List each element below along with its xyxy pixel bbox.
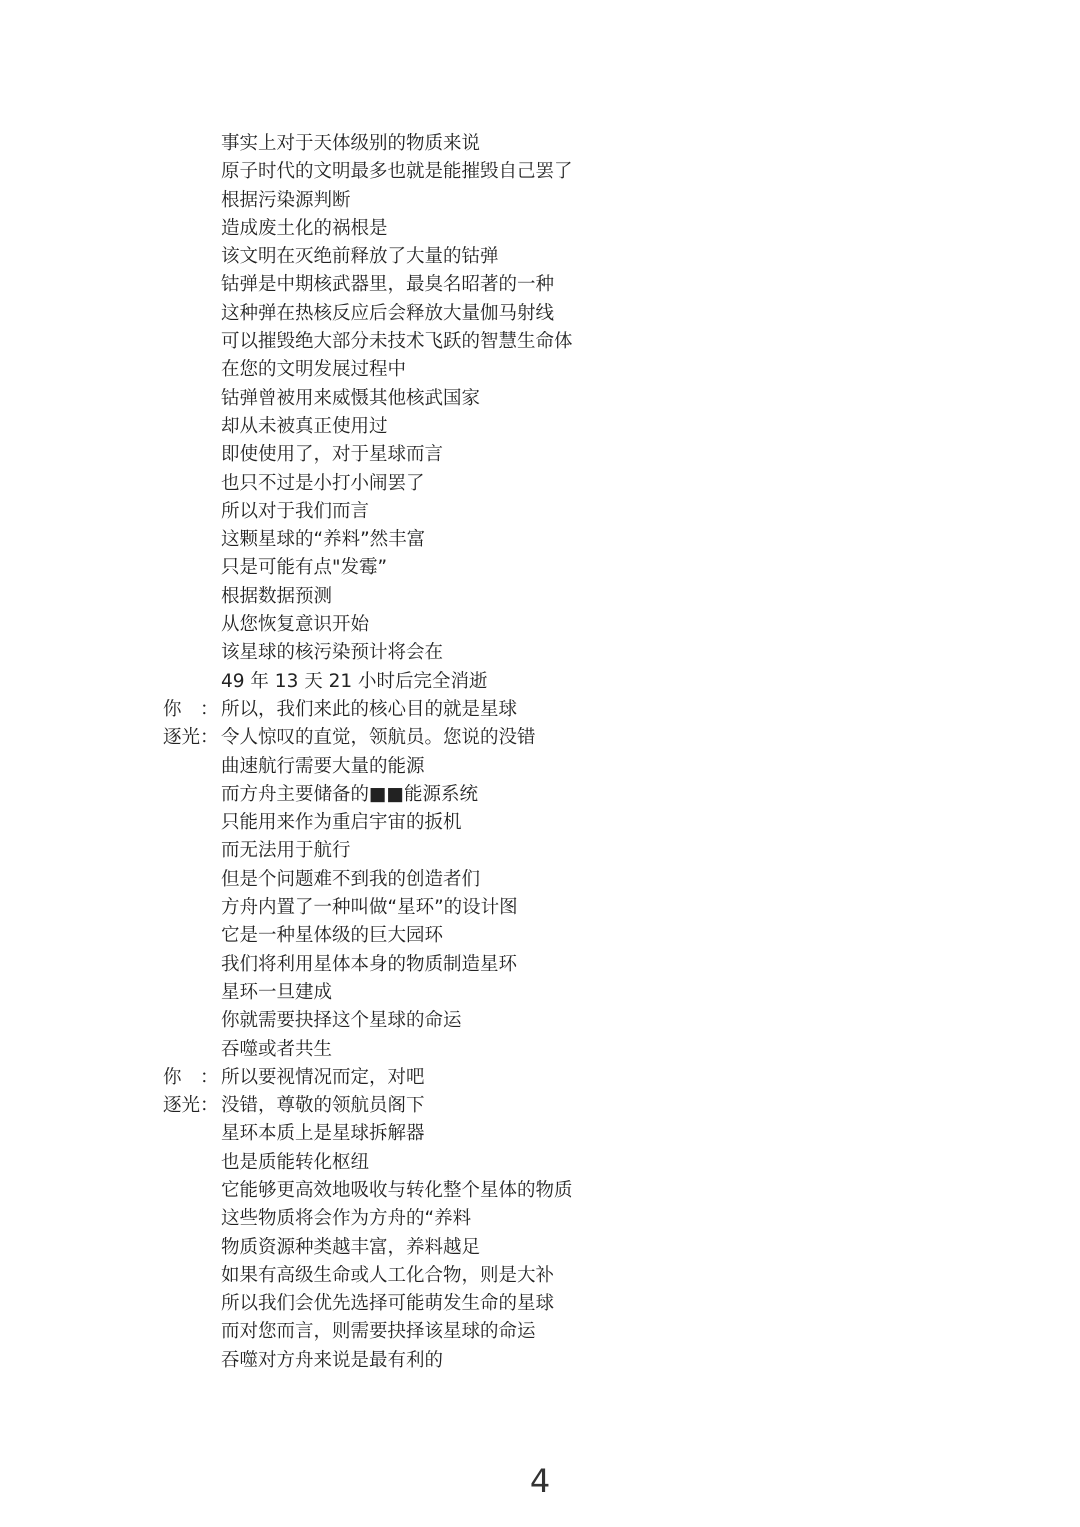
line-text: 方舟内置了一种叫做“星环”的设计图	[221, 897, 518, 919]
dialogue-line	[0, 1347, 1080, 1375]
dialogue-line	[0, 781, 1080, 809]
dialogue-line	[0, 837, 1080, 865]
dialogue-line	[0, 187, 1080, 215]
dialogue-line	[0, 753, 1080, 781]
dialogue-line	[0, 1290, 1080, 1318]
line-text: 49 年 13 天 21 小时后完全消逝	[221, 670, 488, 692]
line-text: 事实上对于天体级别的物质来说	[221, 133, 481, 154]
dialogue-line	[0, 611, 1080, 639]
dialogue-line	[0, 1092, 1080, 1120]
line-text: 从您恢复意识开始	[221, 614, 370, 636]
line-text: 而对您而言，则需要抉择该星球的命运	[221, 1321, 536, 1343]
line-text: 这种弹在热核反应后会释放大量伽马射线	[221, 302, 555, 324]
line-text: 根据数据预测	[221, 585, 333, 607]
line-text: 你就需要抉择这个星球的命运	[221, 1010, 462, 1032]
dialogue-line	[0, 922, 1080, 950]
line-text: 钴弹是中期核武器里，最臭名昭著的一种	[221, 274, 555, 296]
dialogue-line	[0, 526, 1080, 554]
speaker-label: 你 ：	[163, 698, 219, 720]
dialogue-line	[0, 1064, 1080, 1092]
line-text: 所以，我们来此的核心目的就是星球	[221, 698, 518, 720]
dialogue-line	[0, 130, 1080, 158]
line-text: 它是一种星体级的巨大园环	[221, 925, 444, 947]
line-text: 该星球的核污染预计将会在	[221, 642, 444, 664]
dialogue-line	[0, 328, 1080, 356]
dialogue-line	[0, 413, 1080, 441]
line-text: 吞噬对方舟来说是最有利的	[221, 1349, 444, 1371]
dialogue-line	[0, 215, 1080, 243]
line-text: 星环本质上是星球拆解器	[221, 1123, 425, 1145]
dialogue-line	[0, 583, 1080, 611]
line-text: 它能够更高效地吸收与转化整个星体的物质	[221, 1179, 573, 1201]
dialogue-line	[0, 158, 1080, 186]
line-text: 造成废土化的祸根是	[221, 217, 388, 239]
speaker-label: 逐光：	[163, 1095, 219, 1117]
line-text: 而无法用于航行	[221, 840, 351, 862]
dialogue-line	[0, 866, 1080, 894]
line-text: 可以摧毁绝大部分未技术飞跃的智慧生命体	[221, 331, 573, 353]
dialogue-line	[0, 470, 1080, 498]
dialogue-line	[0, 1149, 1080, 1177]
dialogue-line	[0, 498, 1080, 526]
script-body	[0, 130, 1080, 1375]
dialogue-line	[0, 554, 1080, 582]
dialogue-line	[0, 1120, 1080, 1148]
dialogue-line	[0, 668, 1080, 696]
dialogue-line	[0, 300, 1080, 328]
dialogue-line	[0, 271, 1080, 299]
speaker-label: 你 ：	[163, 1066, 219, 1088]
line-text: 所以对于我们而言	[221, 500, 370, 522]
line-text: 只是可能有点"发霉”	[221, 557, 388, 579]
line-text: 却从未被真正使用过	[221, 415, 388, 437]
line-text: 所以我们会优先选择可能萌发生命的星球	[221, 1293, 555, 1315]
line-text: 令人惊叹的直觉，领航员。您说的没错	[221, 727, 536, 749]
dialogue-line	[0, 385, 1080, 413]
line-text: 但是个问题难不到我的创造者们	[221, 868, 481, 890]
dialogue-line	[0, 1234, 1080, 1262]
speaker-label: 逐光：	[163, 727, 219, 749]
dialogue-line	[0, 1036, 1080, 1064]
dialogue-line	[0, 1177, 1080, 1205]
dialogue-line	[0, 724, 1080, 752]
line-text: 根据污染源判断	[221, 189, 351, 211]
line-text: 这些物质将会作为方舟的“养料	[221, 1208, 472, 1230]
dialogue-line	[0, 809, 1080, 837]
line-text: 在您的文明发展过程中	[221, 359, 407, 381]
line-text: 曲速航行需要大量的能源	[221, 755, 425, 777]
dialogue-line	[0, 1205, 1080, 1233]
line-text: 该文明在灭绝前释放了大量的钴弹	[221, 246, 499, 268]
line-text: 吞噬或者共生	[221, 1038, 333, 1060]
dialogue-line	[0, 1262, 1080, 1290]
line-text: 而方舟主要储备的■■能源系统	[221, 783, 478, 805]
line-text: 即使使用了，对于星球而言	[221, 444, 444, 466]
line-text: 所以要视情况而定，对吧	[221, 1066, 425, 1088]
dialogue-line	[0, 951, 1080, 979]
line-text: 钴弹曾被用来威慑其他核武国家	[221, 387, 481, 409]
line-text: 只能用来作为重启宇宙的扳机	[221, 812, 462, 834]
line-text: 我们将利用星体本身的物质制造星环	[221, 953, 518, 975]
line-text: 这颗星球的“养料”然丰富	[221, 529, 426, 551]
dialogue-line	[0, 696, 1080, 724]
dialogue-line	[0, 243, 1080, 271]
line-text: 没错，尊敬的领航员阁下	[221, 1095, 425, 1117]
dialogue-line	[0, 356, 1080, 384]
dialogue-line	[0, 1007, 1080, 1035]
dialogue-line	[0, 441, 1080, 469]
line-text: 原子时代的文明最多也就是能摧毁自己罢了	[221, 161, 573, 183]
line-text: 也只不过是小打小闹罢了	[221, 472, 425, 494]
dialogue-line	[0, 1318, 1080, 1346]
line-text: 物质资源种类越丰富，养料越足	[221, 1236, 481, 1258]
line-text: 也是质能转化枢纽	[221, 1151, 370, 1173]
dialogue-line	[0, 894, 1080, 922]
dialogue-line	[0, 979, 1080, 1007]
line-text: 星环一旦建成	[221, 981, 333, 1003]
line-text: 如果有高级生命或人工化合物，则是大补	[221, 1264, 555, 1286]
dialogue-line	[0, 639, 1080, 667]
page-number: 4	[529, 1462, 551, 1500]
